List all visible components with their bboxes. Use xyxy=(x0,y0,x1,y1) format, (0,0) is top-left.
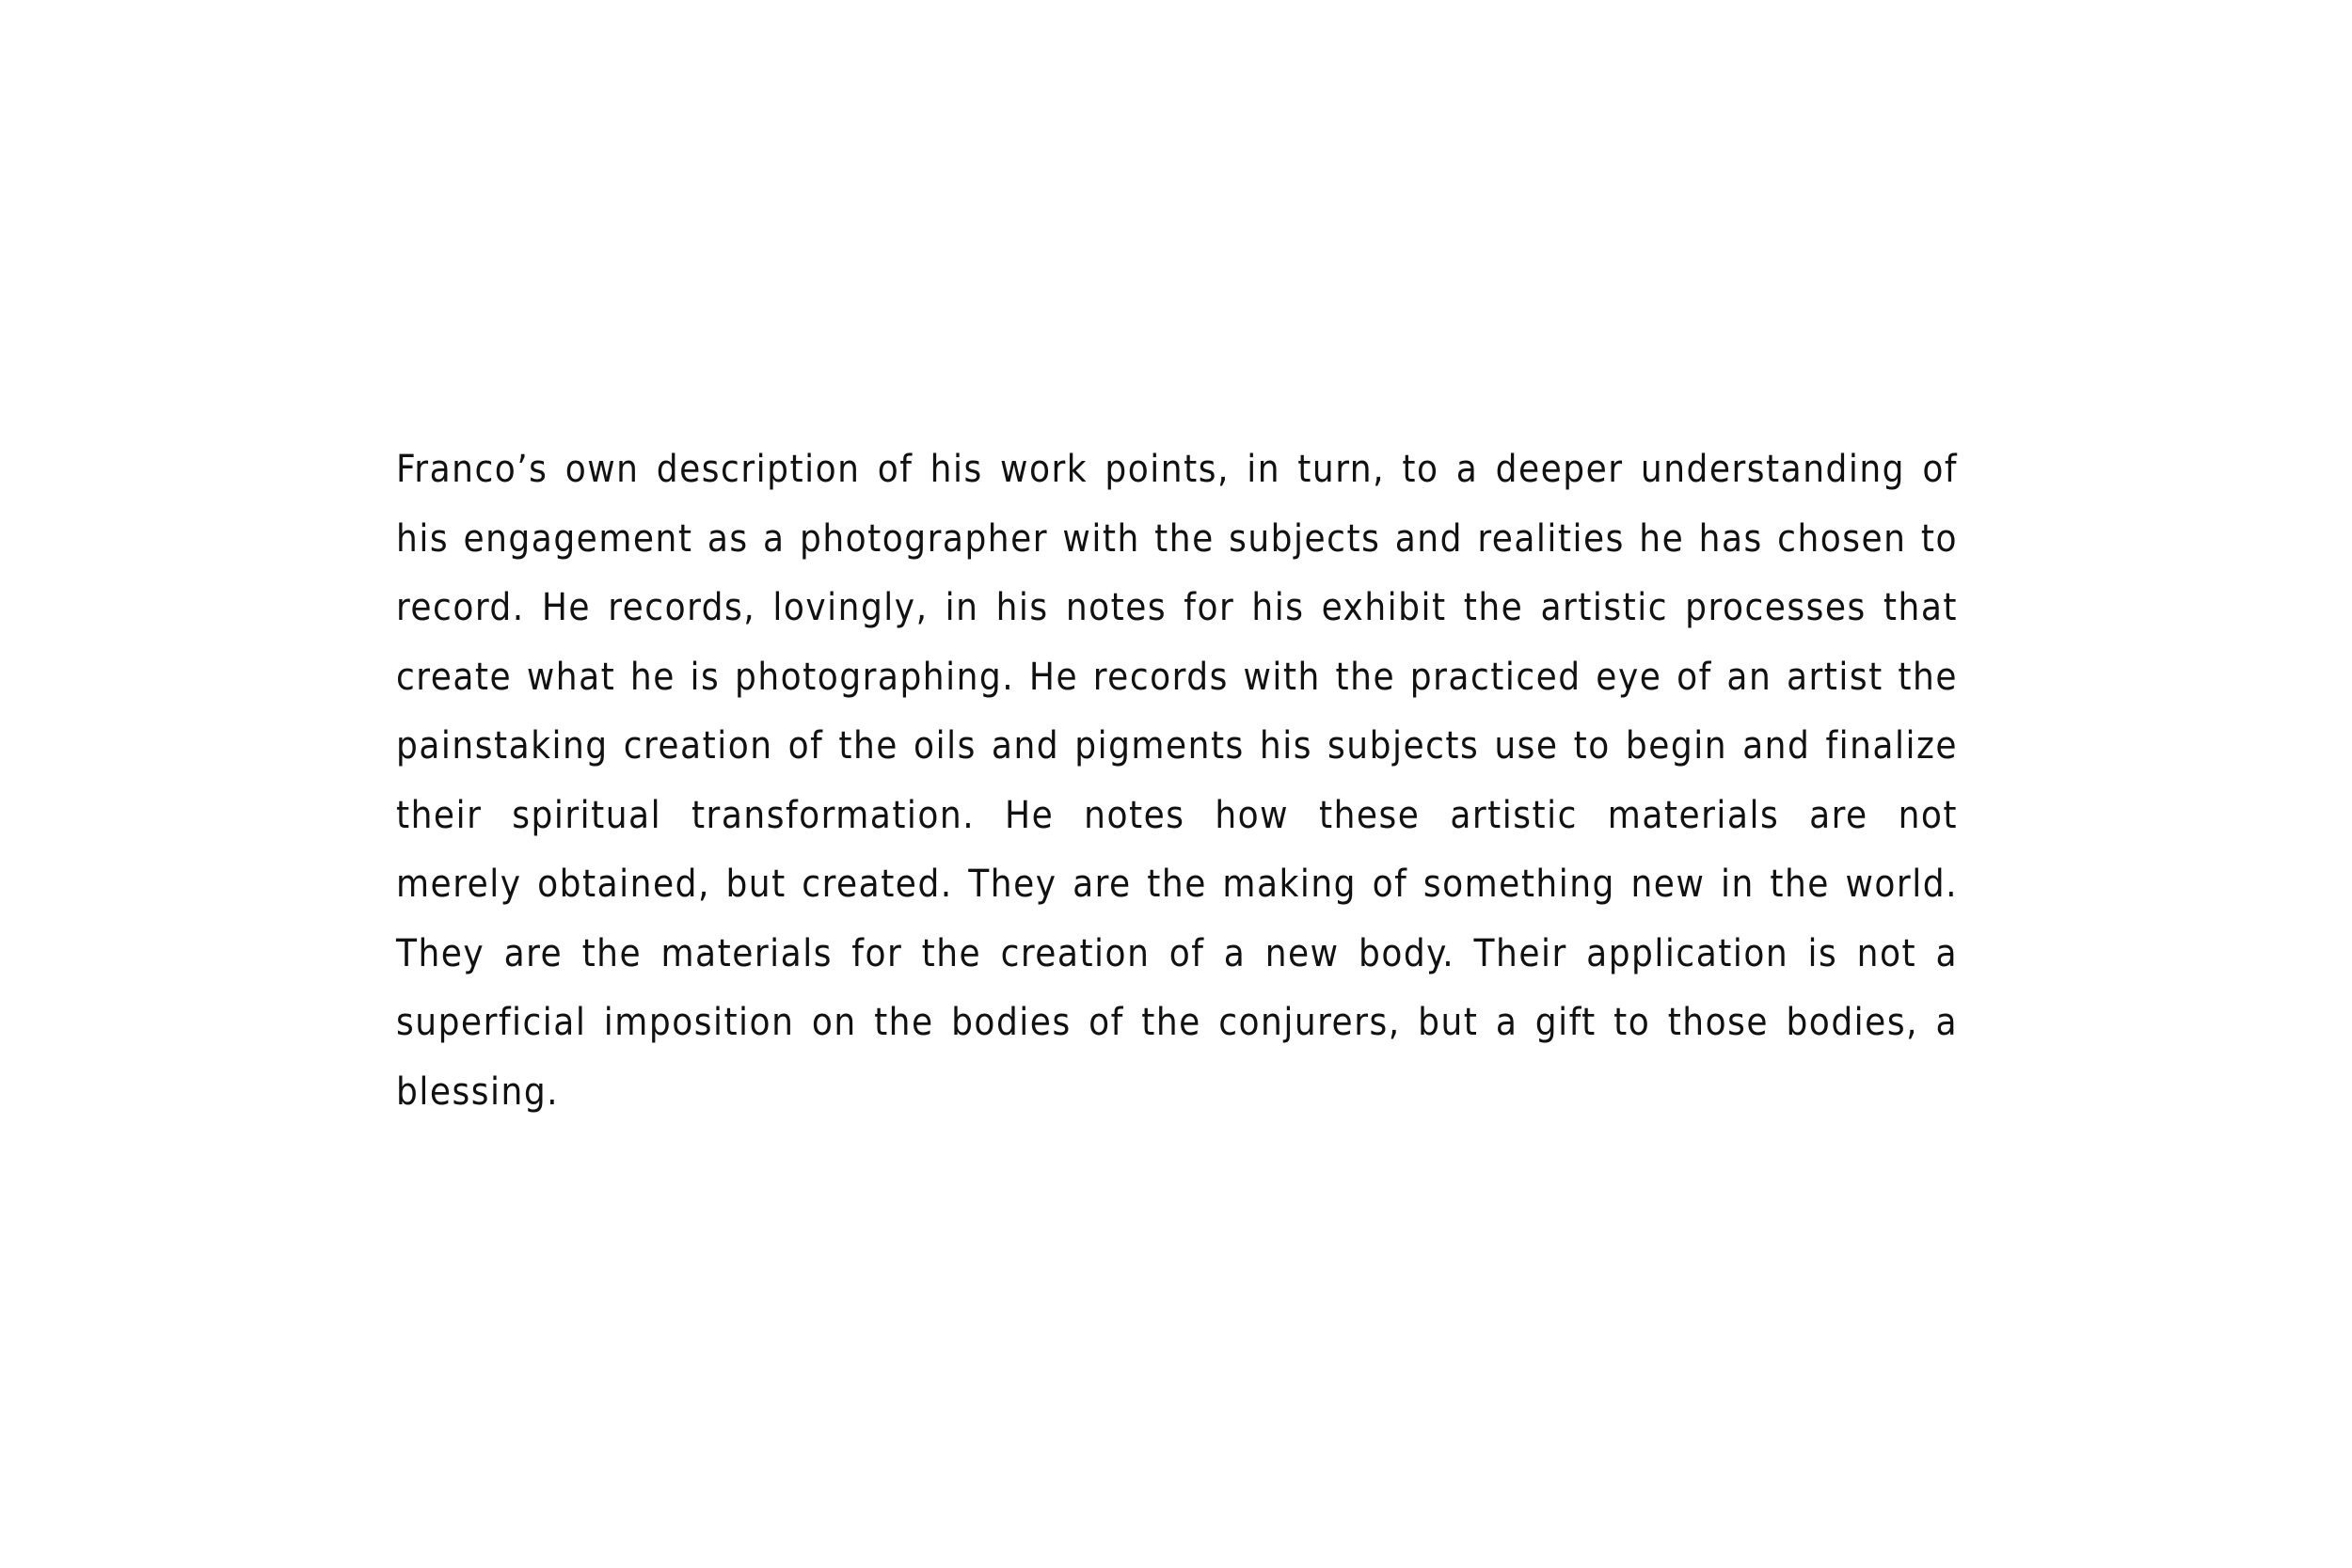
paragraph-line: painstaking creation of the oils and pigments his subjects use to begin and finalize xyxy=(396,724,1958,768)
body-paragraph xyxy=(396,436,1958,1127)
paragraph-line: his engagement as a photographer with the subjects and realities he has chosen to xyxy=(396,516,1958,561)
paragraph-line: their spiritual transformation. He notes how these artistic materials are not xyxy=(396,793,1958,837)
paragraph-line: They are the materials for the creation of a new body. Their application is not a xyxy=(396,931,1958,975)
paragraph-line: blessing. xyxy=(396,1069,560,1114)
paragraph-line: merely obtained, but created. They are the making of something new in the world. xyxy=(396,863,1958,906)
paragraph-line: record. He records, lovingly, in his notes for his exhibit the artistic processes that xyxy=(396,586,1958,629)
paragraph-line: Franco’s own description of his work points, in turn, to a deeper understanding of xyxy=(396,448,1958,491)
paragraph-line: create what he is photographing. He records with the practiced eye of an artist the xyxy=(396,655,1958,699)
paragraph-line: superficial imposition on the bodies of the conjurers, but a gift to those bodies, a xyxy=(396,1001,1958,1044)
